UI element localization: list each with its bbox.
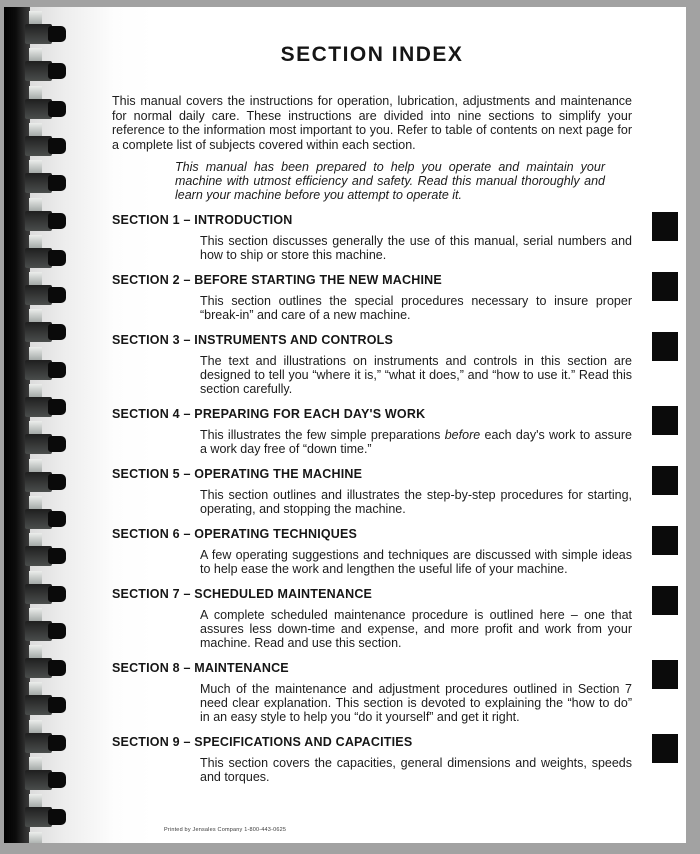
section-description: A few operating suggestions and techniques are discussed with simple ideas to help ease the work and lengthen the useful life of your machine.	[200, 548, 632, 576]
section-tab-marker	[652, 526, 678, 555]
section-entry-1	[112, 213, 632, 262]
section-description: This section covers the capacities, general dimensions and weights, speeds and torques.	[200, 756, 632, 784]
section-heading: SECTION 7 – SCHEDULED MAINTENANCE	[112, 587, 373, 601]
intro-paragraph: This manual covers the instructions for operation, lubrication, adjustments and maintenance for normal daily care. These instructions are divided into nine sections to simplify your reference to the information most important to you. Refer to table of contents on next page for a complete list of subjects covered within each section.	[112, 94, 632, 152]
section-heading: SECTION 1 – INTRODUCTION	[112, 213, 293, 227]
section-tab-marker	[652, 660, 678, 689]
section-description: Much of the maintenance and adjustment procedures outlined in Section 7 need clear explanation. This section is devoted to explaining the “how to do” in an easy style to help you “do it yourself” and get it right.	[200, 682, 632, 724]
section-entry-3	[112, 333, 632, 396]
printer-watermark: Printed by Jensales Company 1-800-443-0625	[164, 827, 287, 833]
section-entry-4	[112, 407, 632, 456]
section-tab-marker	[652, 466, 678, 495]
section-tab-marker	[652, 734, 678, 763]
section-description	[200, 428, 632, 456]
section-description: This section outlines and illustrates the step-by-step procedures for starting, operating, and stopping the machine.	[200, 488, 632, 516]
description-text: each day's work to assure a work day free of “down time.”	[200, 428, 632, 456]
section-description: This section outlines the special procedures necessary to insure proper “break-in” and care of a new machine.	[200, 294, 632, 322]
section-heading: SECTION 2 – BEFORE STARTING THE NEW MACHINE	[112, 273, 442, 287]
section-tab-marker	[652, 332, 678, 361]
section-description: The text and illustrations on instruments and controls in this section are designed to tell you “where it is,” “what it does,” and “how to use it.” Read this section carefully.	[200, 354, 632, 396]
section-heading: SECTION 4 – PREPARING FOR EACH DAY'S WORK	[112, 407, 426, 421]
section-entry-7	[112, 587, 632, 650]
section-entry-9	[112, 735, 632, 784]
notice-paragraph: This manual has been prepared to help you operate and maintain your machine with utmost efficiency and safety. Read this manual thoroughly and learn your machine before you attempt to operate it.	[175, 160, 605, 202]
section-heading: SECTION 5 – OPERATING THE MACHINE	[112, 467, 363, 481]
section-tab-marker	[652, 212, 678, 241]
manual-page	[4, 7, 686, 843]
section-entry-2	[112, 273, 632, 322]
section-heading: SECTION 3 – INSTRUMENTS AND CONTROLS	[112, 333, 394, 347]
section-heading: SECTION 9 – SPECIFICATIONS AND CAPACITIES	[112, 735, 413, 749]
page-content	[4, 7, 686, 843]
description-text: This illustrates the few simple preparations	[200, 428, 445, 442]
section-entry-6	[112, 527, 632, 576]
section-tab-marker	[652, 586, 678, 615]
description-emphasis: before	[444, 428, 481, 442]
section-description: This section discusses generally the use of this manual, serial numbers and how to ship or store this machine.	[200, 234, 632, 262]
section-heading: SECTION 8 – MAINTENANCE	[112, 661, 289, 675]
section-description: A complete scheduled maintenance procedure is outlined here – one that assures less down-time and expense, and more profit and work from your machine. Read and use this section.	[200, 608, 632, 650]
page-title: SECTION INDEX	[280, 43, 464, 66]
section-tab-marker	[652, 406, 678, 435]
section-tab-marker	[652, 272, 678, 301]
section-entry-8	[112, 661, 632, 724]
section-index-list	[112, 213, 632, 784]
section-heading: SECTION 6 – OPERATING TECHNIQUES	[112, 527, 358, 541]
section-entry-5	[112, 467, 632, 516]
